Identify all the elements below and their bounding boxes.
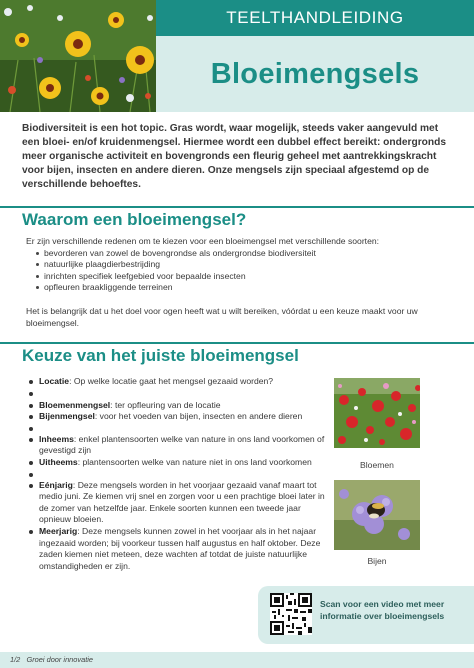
section-divider (0, 206, 474, 208)
header-flower-photo (0, 0, 156, 112)
term-label: Inheems (39, 433, 74, 444)
document-type-label: TEELTHANDLEIDING (226, 8, 404, 27)
list-item (28, 400, 328, 412)
section-why-body (26, 236, 456, 329)
document-type-band (156, 0, 474, 36)
header (0, 0, 474, 112)
section-divider (0, 342, 474, 344)
section-why-closing: Het is belangrijk dat u het doel voor ogen heeft wat u wilt bereiken, vóórdat u een keuze maakt voor uw bloeimengsel. (26, 305, 418, 328)
qr-callout (258, 586, 474, 644)
photo-caption-flowers: Bloemen (360, 460, 394, 470)
photo-caption-bees: Bijen (367, 556, 387, 566)
page-number: 1/2 (10, 655, 21, 664)
term-label: Locatie (39, 376, 70, 386)
footer-text (10, 655, 93, 664)
section-why-lead: Er zijn verschillende redenen om te kiezen voor een bloeimengsel met verschillende soorten: (26, 236, 380, 246)
qr-instruction: Scan voor een video met meer informatie over bloeimengsels (320, 599, 445, 621)
list-item: natuurlijke plaagdierbestrijding (36, 259, 456, 271)
term-description: : Op welke locatie gaat het mengsel gezaaid worden? (69, 376, 274, 386)
term-description: : enkel plantensoorten welke van nature in ons land voorkomen of gevestigd zijn (39, 433, 325, 456)
spacer (28, 423, 328, 434)
qr-code-icon[interactable] (270, 593, 312, 635)
poppy-field-photo (334, 378, 420, 448)
list-item: inrichten specifiek leefgebied voor bepaalde insecten (36, 271, 456, 283)
term-description: : voor het voeden van bijen, insecten en andere dieren (94, 411, 303, 422)
reasons-list (26, 248, 456, 294)
page-title: Bloeimengsels (210, 57, 420, 90)
term-description: : plantensoorten welke van nature niet in ons land voorkomen (77, 456, 312, 467)
term-label: Uitheems (39, 456, 78, 467)
spacer (28, 469, 328, 480)
list-item (28, 434, 328, 457)
section-heading-why: Waarom een bloeimengsel? (22, 210, 247, 229)
list-item (28, 411, 328, 423)
list-item (28, 457, 328, 469)
term-label: Bijenmengsel (39, 411, 95, 422)
term-description: : Deze mengsels worden in het voorjaar gezaaid vanaf maart tot medio juni. Ze kiemen vrij snel en zorgen voor u een prachtige bloei later in de zomer van hetzelfde jaar. Enkele soorten kunnen een tweede jaar opnieuw bloeien. (39, 479, 325, 525)
spacer (28, 388, 328, 400)
list-item (28, 376, 328, 388)
footer-tagline: Groei door innovatie (26, 655, 94, 664)
list-item: bevorderen van zowel de bovengrondse als ondergrondse biodiversiteit (36, 248, 456, 260)
list-item (28, 526, 328, 572)
list-item (28, 480, 328, 526)
term-label: Meerjarig (39, 525, 78, 536)
term-description: : ter opfleuring van de locatie (110, 399, 221, 410)
title-area (156, 36, 474, 112)
footer (0, 652, 474, 668)
term-label: Bloemenmengsel (39, 399, 111, 410)
section-heading-choice: Keuze van het juiste bloeimengsel (22, 346, 299, 365)
intro-paragraph: Biodiversiteit is een hot topic. Gras wordt, waar mogelijk, steeds vaker aangevuld met een bloei- en/of kruidenmengsel. Hiermee wordt een dubbel effect bereikt: ondergronds meer organische activiteit en bovengronds een fleurig geheel met aantrekkingskracht voor bijen, insecten en andere dieren. Onze mengsels zijn speciaal afgestemd op de verschillende behoeftes. (22, 123, 446, 190)
term-description: : Deze mengsels kunnen zowel in het voorjaar als in het najaar ingezaaid worden; bij voorkeur tussen half augustus en half oktober. Deze zaden kiemen niet meteen, deze wachten af totdat de juiste natuurlijke omstandigheden er zijn. (39, 525, 321, 571)
list-item: opfleuren braakliggende terreinen (36, 282, 456, 294)
choice-list (28, 376, 328, 572)
term-label: Eénjarig (39, 479, 73, 490)
bee-on-phacelia-photo (334, 480, 420, 550)
